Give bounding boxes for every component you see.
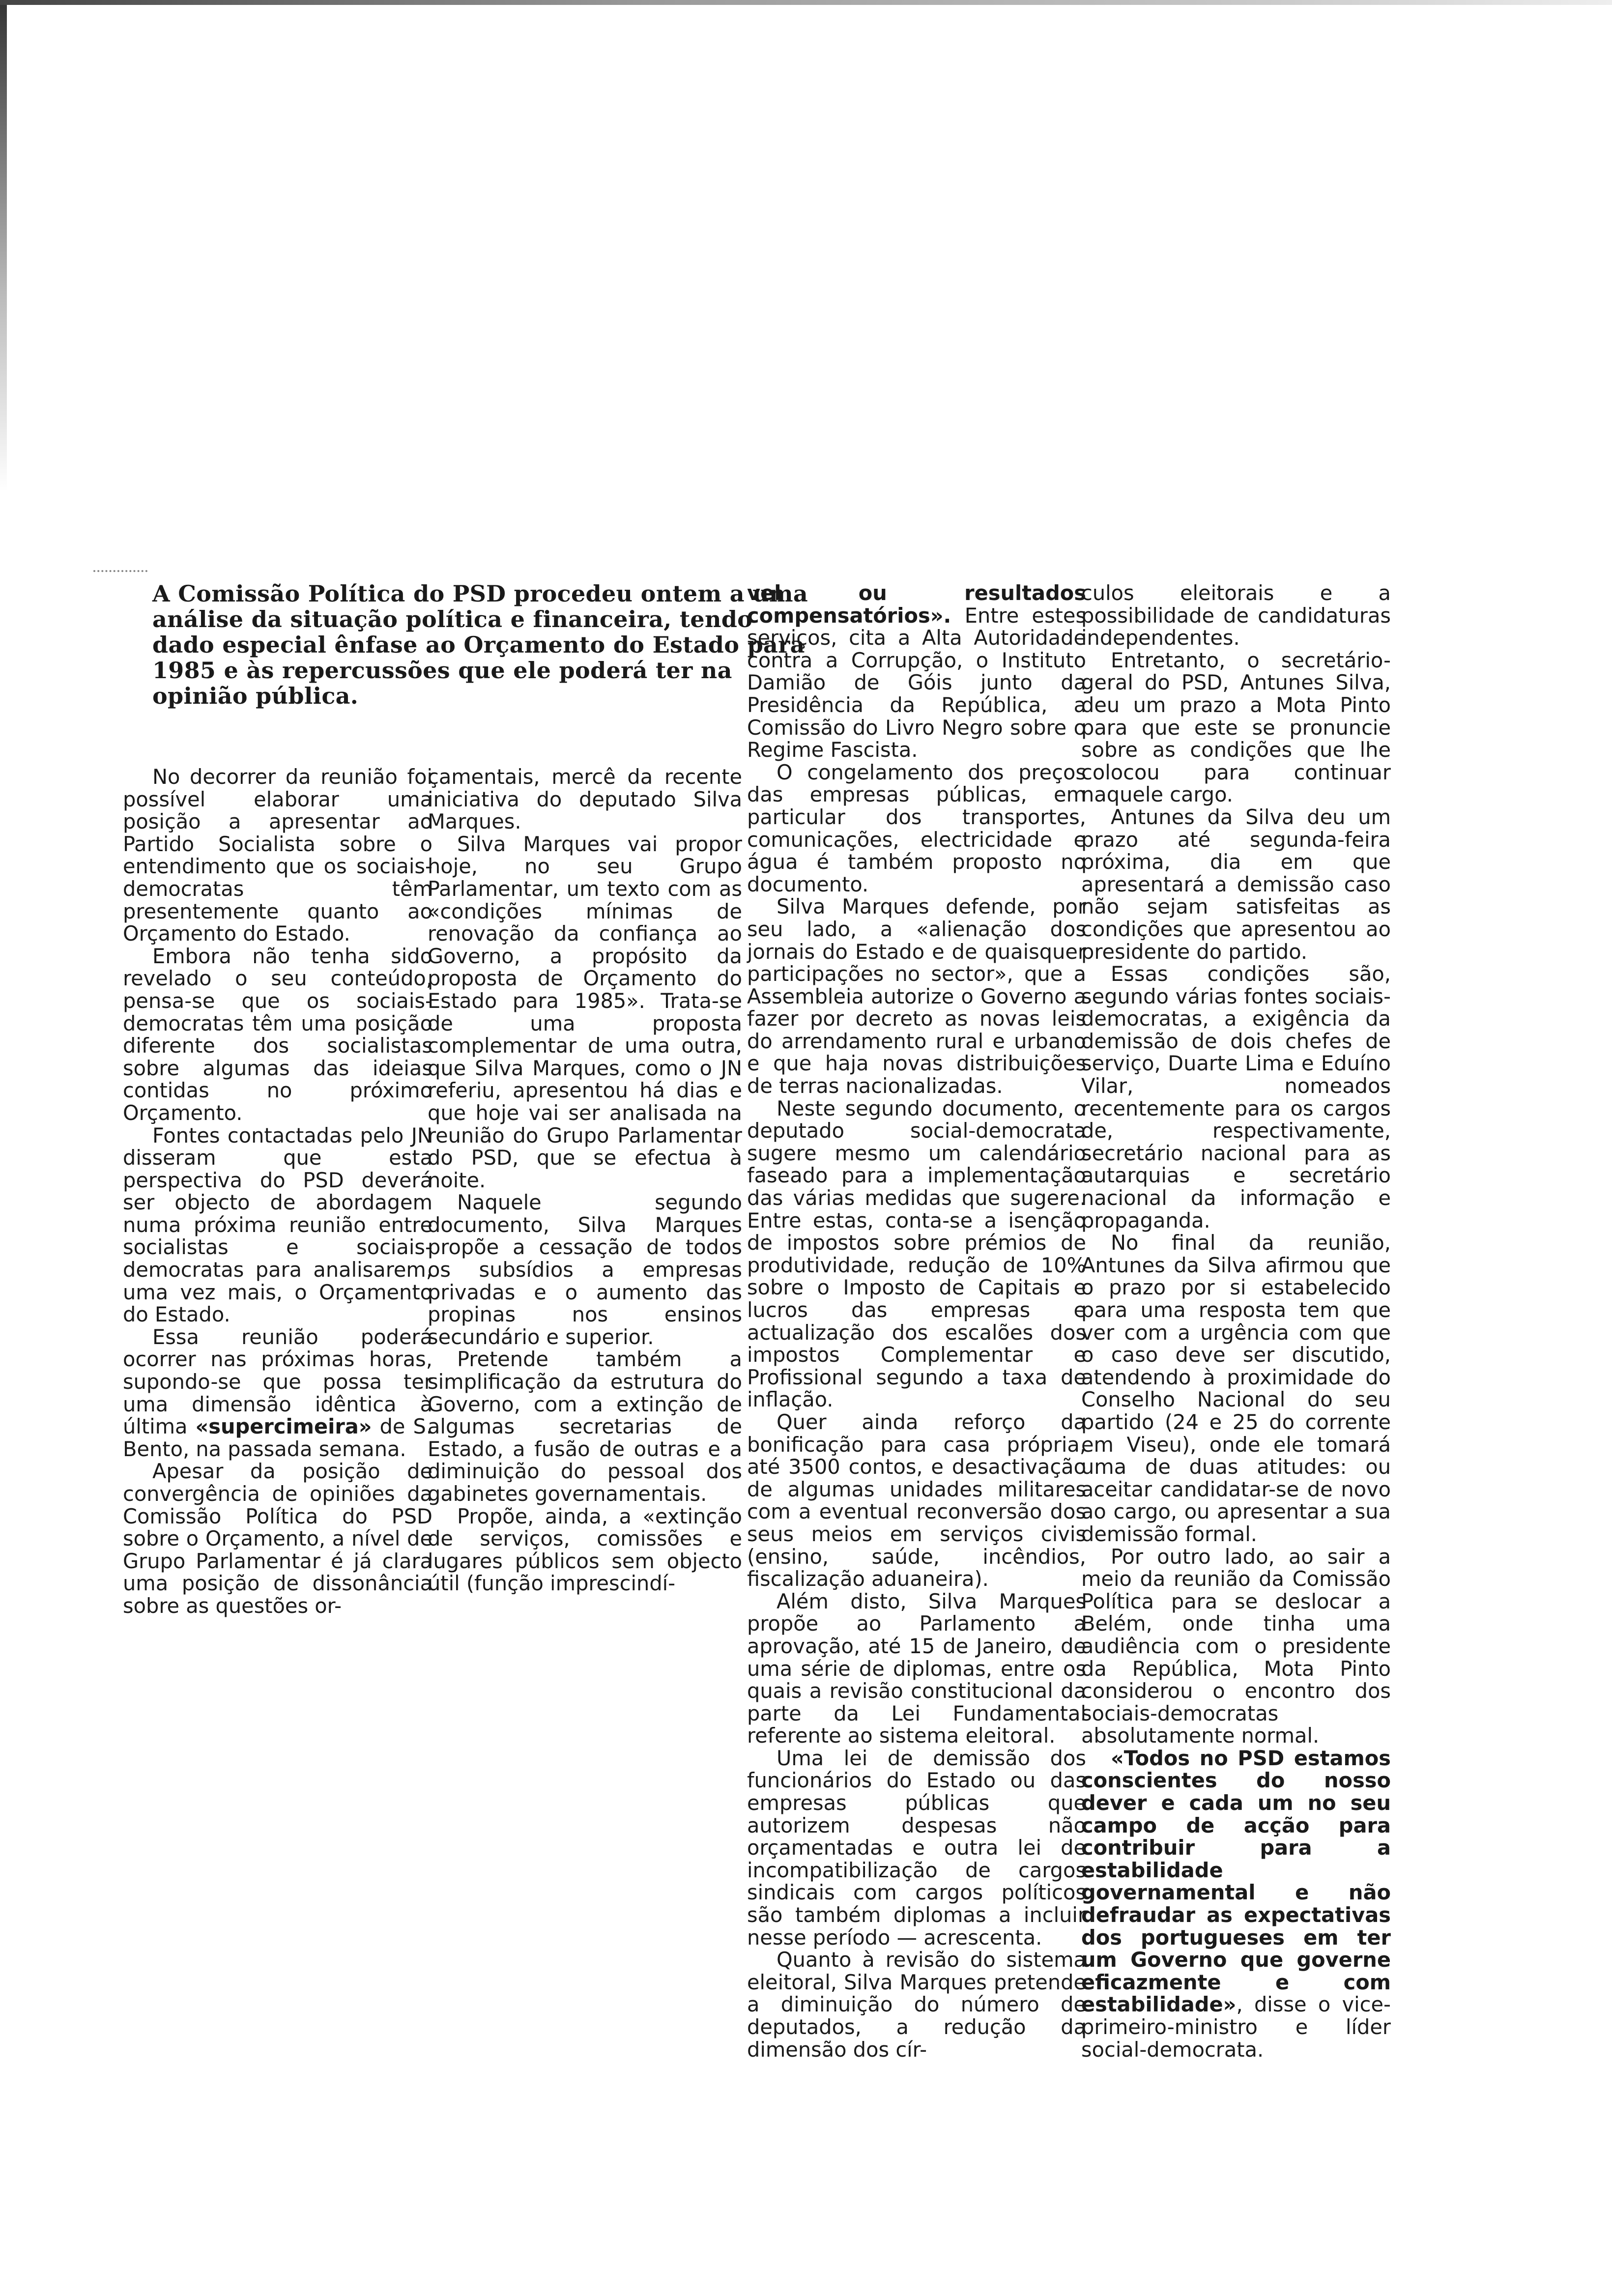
paragraph: Fontes contactadas pelo JN disseram que esta perspectiva do PSD deverá ser objecto de abordagem numa próxima reunião entre socialistas e sociais-democratas para analisarem, uma vez mais, o Orçamento do Estado. — [123, 1123, 432, 1327]
paragraph: Embora não tenha sido revelado o seu conteúdo, pensa-se que os sociais-democratas têm uma posição diferente dos socialistas sobre algumas das ideias contidas no próximo Orçamento. — [123, 944, 432, 1125]
paragraph: Silva Marques defende, por seu lado, a «alienação dos jornais do Estado e de quaisquer participações no sector», que a Assembleia autorize o Governo a fazer por decreto as novas leis do arrendamento rural e urbano e que haja novas distribuições de terras nacionalizadas. — [747, 894, 1086, 1098]
paragraph: culos eleitorais e a possibilidade de candidaturas independentes. — [1081, 581, 1391, 650]
scan-edge-top — [0, 0, 1612, 5]
paragraph — [123, 1326, 432, 1461]
paragraph: Por outro lado, ao sair a meio da reunião da Comissão Política para se deslocar a Belém, onde tinha uma audiência com o presidente da República, Mota Pinto considerou o encontro dos sociais-democratas absolutamente normal. — [1081, 1544, 1391, 1748]
text-run: Entre estes serviços, cita a Alta Autoridade contra a Corrupção, o Instituto Damião de Góis junto da Presidência da República, a Comissão do Livro Negro sobre o Regime Fascista. — [747, 603, 1087, 762]
paragraph — [1081, 1747, 1391, 2061]
article-lead: A Comissão Política do PSD procedeu ontem a uma análise da situação política e financeira, tendo dado especial ênfase ao Orçamento do Estado para 1985 e às repercussões que ele poderá ter na opinião pública. — [152, 580, 808, 709]
paragraph: Propõe, ainda, a «extinção de serviços, comissões e lugares públicos sem objecto útil (função imprescindí- — [428, 1504, 742, 1596]
paragraph: Essas condições são, segundo várias fontes sociais-democratas, a exigência da demissão de dois chefes de serviço, Duarte Lima e Eduíno Vilar, nomeados recentemente para os cargos de, respectivamente, secretário nacional para as autarquias e secretário nacional da informação e propaganda. — [1081, 962, 1391, 1233]
paragraph: Antunes da Silva deu um prazo até segunda-feira próxima, dia em que apresentará a demissão caso não sejam satisfeitas as condições que apresentou ao presidente do partido. — [1081, 804, 1391, 964]
text-run-bold: vel ou resultados compensatórios». — [747, 581, 1086, 628]
text-run: , disse o vice-primeiro-ministro e líder social-democrata. — [1081, 1992, 1391, 2062]
paragraph: Além disto, Silva Marques propõe ao Parlamento a aprovação, até 15 de Janeiro, de uma série de diplomas, entre os quais a revisão constitucional da parte da Lei Fundamental referente ao sistema eleitoral. — [747, 1589, 1086, 1748]
paragraph: No final da reunião, Antunes da Silva afirmou que o prazo por si estabelecido para uma resposta tem que ver com a urgência com que o caso deve ser discutido, atendendo à proximidade do Conselho Nacional do seu partido (24 e 25 do corrente em Viseu), onde ele tomará uma de duas atitudes: ou aceitar candidatar-se de novo ao cargo, ou apresentar a sua demissão formal. — [1081, 1231, 1391, 1546]
paragraph: Uma lei de demissão dos funcionários do Estado ou das empresas públicas que autorizem despesas não orçamentadas e outra lei de incompatibilização de cargos sindicais com cargos políticos são também diplomas a incluir nesse período — acrescenta. — [747, 1746, 1086, 1950]
text-run: de S. Bento, na passada semana. — [123, 1414, 433, 1461]
column-3 — [747, 582, 1086, 2061]
quote-bold: «Todos no PSD estamos conscientes do nosso dever e cada um no seu campo de acção para contribuir para a estabilidade governamental e não defraudar as expectativas dos portugueses em ter um Governo que governe eficazmente e com estabilidade» — [1081, 1746, 1391, 2017]
paragraph: O congelamento dos preços das empresas públicas, em particular dos transportes, comunicações, electricidade e água é também proposto no documento. — [747, 760, 1086, 896]
paragraph: Quanto à revisão do sistema eleitoral, Silva Marques pretende a diminuição do número de deputados, a redução da dimensão dos cír- — [747, 1948, 1086, 2062]
paragraph: Neste segundo documento, o deputado social-democrata sugere mesmo um calendário faseado para a implementação das várias medidas que sugere. Entre estas, conta-se a isenção de impostos sobre prémios de produtividade, redução de 10% sobre o Imposto de Capitais e lucros das empresas e actualização dos escalões dos impostos Complementar e Profissional segundo a taxa de inflação. — [747, 1096, 1086, 1412]
paragraph: Quer ainda reforço da bonificação para casa própria, até 3500 contos, e desactivação de algumas unidades militares com a eventual reconversão dos seus meios em serviços civis (ensino, saúde, incêndios, fiscalização aduaneira). — [747, 1409, 1086, 1591]
paragraph: çamentais, mercê da recente iniciativa do deputado Silva Marques. — [428, 765, 742, 834]
paragraph: Pretende também a simplificação da estrutura do Governo, com a extinção de algumas secretarias de Estado, a fusão de outras e a diminuição do pessoal dos gabinetes governamentais. — [428, 1347, 742, 1506]
column-1 — [123, 766, 432, 1617]
paragraph: Entretanto, o secretário-geral do PSD, Antunes Silva, deu um prazo a Mota Pinto para que este se pronuncie sobre as condições que lhe colocou para continuar naquele cargo. — [1081, 648, 1391, 807]
text-run-bold: «supercimeira» — [195, 1414, 372, 1439]
paragraph — [747, 582, 1086, 761]
newspaper-article — [93, 570, 1391, 2143]
column-2 — [428, 766, 742, 1595]
column-4 — [1081, 582, 1391, 2061]
scan-edge-left — [0, 0, 7, 491]
text-run: Essa reunião poderá ocorrer nas próximas horas, supondo-se que possa ter uma dimensão idêntica à última — [123, 1324, 432, 1439]
paragraph: Silva Marques vai propor hoje, no seu Grupo Parlamentar, um texto com as «condições mínimas de renovação da confiança ao Governo, a propósito da proposta de Orçamento do Estado para 1985». Trata-se de uma proposta complementar de uma outra, que Silva Marques, como o JN referiu, apresentou há dias e que hoje vai ser analisada na reunião do Grupo Parlamentar do PSD, que se efectua à noite. — [428, 832, 742, 1192]
paragraph: No decorrer da reunião foi possível elaborar uma posição a apresentar ao Partido Socialista sobre o entendimento que os sociais-democratas têm presentemente quanto ao Orçamento do Estado. — [123, 765, 432, 946]
lead-ornament — [93, 570, 147, 582]
paragraph: Apesar da posição de convergência de opiniões da Comissão Política do PSD sobre o Orçamento, a nível de Grupo Parlamentar é já clara uma posição de dissonância sobre as questões or- — [123, 1459, 432, 1618]
paragraph: Naquele segundo documento, Silva Marques propõe a cessação de todos os subsídios a empresas privadas e o aumento das propinas nos ensinos secundário e superior. — [428, 1190, 742, 1349]
